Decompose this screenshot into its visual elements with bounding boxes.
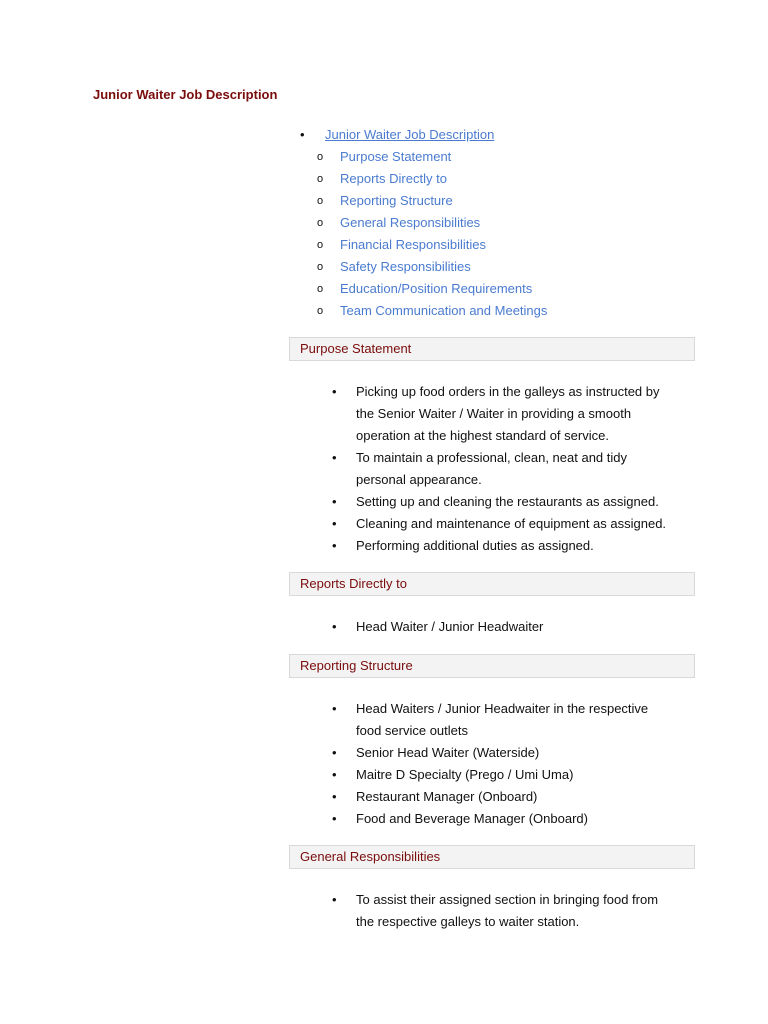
bullet-icon: • [332,538,337,553]
toc-link-general-responsibilities[interactable]: General Responsibilities [340,215,481,230]
circle-bullet-icon: o [317,217,324,229]
list-item-text: Head Waiters / Junior Headwaiter in the respective food service outlets [356,701,649,738]
bullet-icon: • [332,494,337,509]
list-item-text: To maintain a professional, clean, neat and tidy personal appearance. [356,450,628,487]
toc-item [300,168,720,190]
toc-item [300,234,720,256]
toc-item [300,278,720,300]
bullet-icon: • [332,450,337,465]
document-title: Junior Waiter Job Description [93,87,278,102]
bullet-icon: • [332,789,337,804]
list-item [332,513,672,535]
circle-bullet-icon: o [317,261,324,273]
toc-item [300,190,720,212]
bullet-icon: • [332,767,337,782]
bullet-icon: • [332,892,337,907]
reports-list [332,616,672,638]
list-item [332,786,672,808]
section-header-purpose [289,337,695,361]
list-item [332,742,672,764]
section-heading: Purpose Statement [300,341,412,356]
toc-link-safety-responsibilities[interactable]: Safety Responsibilities [340,259,471,274]
section-heading: Reports Directly to [300,576,407,591]
circle-bullet-icon: o [317,173,324,185]
toc-link-financial-responsibilities[interactable]: Financial Responsibilities [340,237,486,252]
circle-bullet-icon: o [317,239,324,251]
list-item [332,764,672,786]
toc-item [300,300,720,322]
list-item [332,381,672,447]
bullet-icon: • [300,127,305,142]
list-item [332,808,672,830]
bullet-icon: • [332,619,337,634]
table-of-contents [300,124,720,322]
circle-bullet-icon: o [317,283,324,295]
toc-item [300,212,720,234]
circle-bullet-icon: o [317,195,324,207]
section-heading: General Responsibilities [300,849,441,864]
list-item-text: Picking up food orders in the galleys as instructed by the Senior Waiter / Waiter in providing a smooth operation at the highest standard of service. [356,384,660,443]
list-item-text: Setting up and cleaning the restaurants as assigned. [356,494,659,509]
list-item-text: Restaurant Manager (Onboard) [356,789,538,804]
list-item-text: Cleaning and maintenance of equipment as assigned. [356,516,667,531]
general-list [332,889,672,933]
list-item-text: Food and Beverage Manager (Onboard) [356,811,588,826]
bullet-icon: • [332,384,337,399]
list-item-text: Performing additional duties as assigned. [356,538,594,553]
section-header-structure [289,654,695,678]
section-header-reports [289,572,695,596]
circle-bullet-icon: o [317,305,324,317]
bullet-icon: • [332,516,337,531]
toc-link-title[interactable]: Junior Waiter Job Description [325,127,495,142]
list-item [332,447,672,491]
structure-list [332,698,672,830]
list-item [332,535,672,557]
toc-item [300,146,720,168]
toc-link-education-requirements[interactable]: Education/Position Requirements [340,281,533,296]
bullet-icon: • [332,701,337,716]
purpose-list [332,381,672,557]
section-header-general [289,845,695,869]
list-item-text: Head Waiter / Junior Headwaiter [356,619,544,634]
bullet-icon: • [332,811,337,826]
list-item [332,491,672,513]
list-item [332,698,672,742]
list-item-text: Maitre D Specialty (Prego / Umi Uma) [356,767,574,782]
toc-top-item [300,124,720,146]
toc-link-team-communication[interactable]: Team Communication and Meetings [340,303,548,318]
toc-link-reporting-structure[interactable]: Reporting Structure [340,193,453,208]
circle-bullet-icon: o [317,151,324,163]
toc-link-reports-directly-to[interactable]: Reports Directly to [340,171,447,186]
list-item [332,889,672,933]
section-heading: Reporting Structure [300,658,413,673]
list-item [332,616,672,638]
toc-link-purpose-statement[interactable]: Purpose Statement [340,149,452,164]
list-item-text: Senior Head Waiter (Waterside) [356,745,540,760]
bullet-icon: • [332,745,337,760]
toc-item [300,256,720,278]
list-item-text: To assist their assigned section in bringing food from the respective galleys to waiter station. [356,892,659,929]
